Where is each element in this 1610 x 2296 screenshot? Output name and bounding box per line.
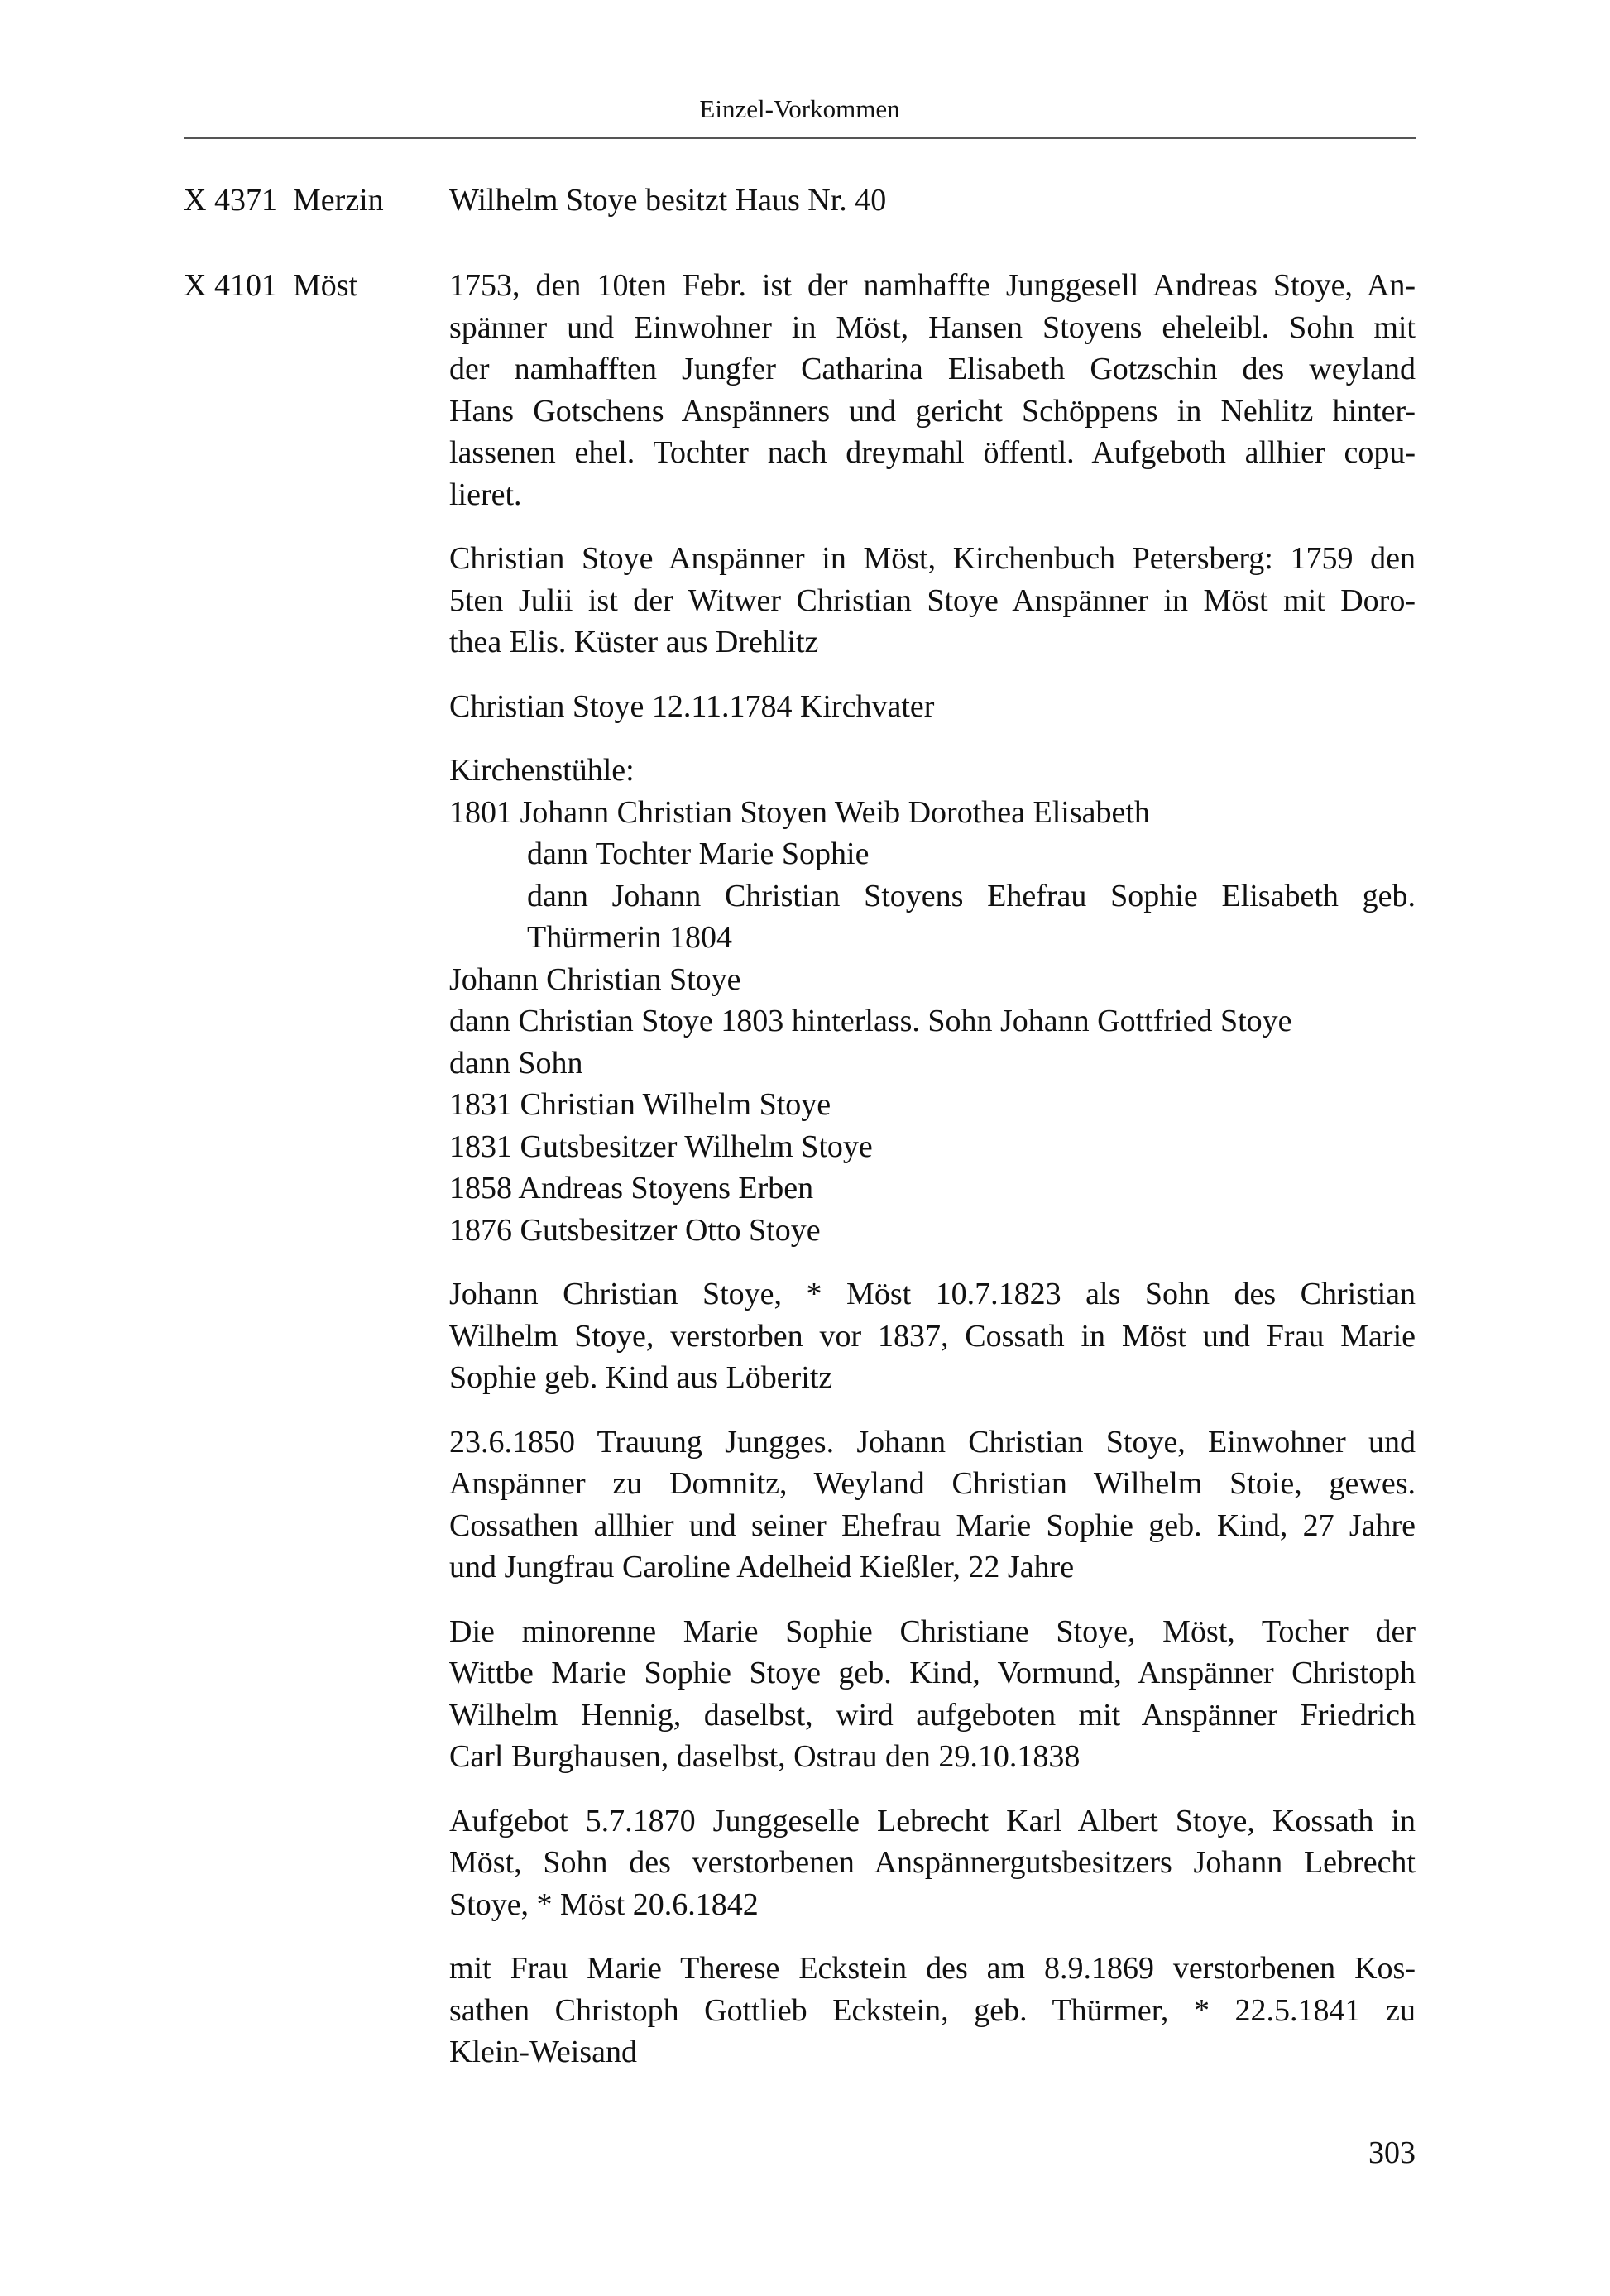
text-line: und Jungfrau Caroline Adelheid Kießler, 22 Jahre	[449, 1550, 1075, 1584]
entry-label: X 4371 Merzin	[184, 183, 384, 218]
text-line: Klein-Weisand	[449, 2035, 637, 2069]
text-line: Christian Stoye Anspänner in Möst, Kirchenbuch Petersberg: 1759 den	[449, 541, 1416, 576]
paragraph	[449, 750, 1416, 1251]
paragraph	[449, 1948, 1416, 2073]
text-line: dann Johann Christian Stoyens Ehefrau Sophie Elisabeth geb.	[527, 878, 1416, 913]
text-line: dann Christian Stoye 1803 hinterlass. Sohn Johann Gottfried Stoye	[449, 1004, 1292, 1038]
text-line: Sophie geb. Kind aus Löberitz	[449, 1360, 833, 1395]
text-line: dann Sohn	[449, 1045, 583, 1081]
text-line: 1831 Gutsbesitzer Wilhelm Stoye	[449, 1129, 873, 1164]
text-line: 1753, den 10ten Febr. ist der namhaffte Junggesell Andreas Stoye, An-	[449, 268, 1416, 303]
paragraph	[449, 1421, 1416, 1589]
entry-body	[449, 180, 1416, 244]
entry-body	[449, 265, 1416, 2096]
text-line: 23.6.1850 Trauung Jungges. Johann Christian Stoye, Einwohner und	[449, 1424, 1416, 1460]
header-rule	[184, 137, 1416, 139]
text-line: Johann Christian Stoye	[449, 961, 741, 997]
paragraph	[449, 1800, 1416, 1926]
text-line: Wilhelm Stoye, verstorben vor 1837, Cossath in Möst und Frau Marie	[449, 1318, 1416, 1354]
text-line: spänner und Einwohner in Möst, Hansen Stoyens eheleibl. Sohn mit	[449, 309, 1416, 345]
text-line: 1858 Andreas Stoyens Erben	[449, 1171, 814, 1206]
paragraph	[449, 1273, 1416, 1399]
text-line: 1876 Gutsbesitzer Otto Stoye	[449, 1212, 821, 1248]
text-line: Stoye, * Möst 20.6.1842	[449, 1886, 759, 1922]
text-line: Wilhelm Hennig, daselbst, wird aufgeboten mit Anspänner Friedrich	[449, 1697, 1416, 1733]
paragraph	[449, 538, 1416, 664]
text-line: Christian Stoye 12.11.1784 Kirchvater	[449, 688, 935, 724]
text-line: thea Elis. Küster aus Drehlitz	[449, 625, 819, 659]
text-line: Johann Christian Stoye, * Möst 10.7.1823 als Sohn des Christian	[449, 1277, 1416, 1311]
text-line: Cossathen allhier und seiner Ehefrau Marie Sophie geb. Kind, 27 Jahre	[449, 1507, 1416, 1543]
text-line: 1801 Johann Christian Stoyen Weib Dorothea Elisabeth	[449, 794, 1150, 830]
text-line: sathen Christoph Gottlieb Eckstein, geb. Thürmer, * 22.5.1841 zu	[449, 1992, 1416, 2028]
text-line: Möst, Sohn des verstorbenen Anspännergutsbesitzers Johann Lebrecht	[449, 1845, 1416, 1880]
text-line: dann Tochter Marie Sophie	[527, 836, 870, 871]
text-line: mit Frau Marie Therese Eckstein des am 8.9.1869 verstorbenen Kos-	[449, 1951, 1416, 1986]
paragraph	[449, 180, 1416, 222]
text-line: Hans Gotschens Anspänners und gericht Schöppens in Nehlitz hinter-	[449, 393, 1416, 429]
paragraph	[449, 1611, 1416, 1778]
text-line: lassenen ehel. Tochter nach dreymahl öffentl. Aufgeboth allhier copu-	[449, 435, 1416, 470]
text-line: Kirchenstühle:	[449, 753, 635, 788]
text-line: Die minorenne Marie Sophie Christiane Stoye, Möst, Tocher der	[449, 1613, 1416, 1649]
text-line: Wilhelm Stoye besitzt Haus Nr. 40	[449, 183, 887, 218]
paragraph	[449, 265, 1416, 515]
page-number: 303	[1368, 2135, 1416, 2170]
text-line: Aufgebot 5.7.1870 Junggeselle Lebrecht Karl Albert Stoye, Kossath in	[449, 1803, 1416, 1838]
text-line: Carl Burghausen, daselbst, Ostrau den 29.10.1838	[449, 1739, 1081, 1774]
text-line: 5ten Julii ist der Witwer Christian Stoye Anspänner in Möst mit Doro-	[449, 582, 1416, 618]
text-line: 1831 Christian Wilhelm Stoye	[449, 1087, 831, 1122]
text-line: lieret.	[449, 477, 522, 512]
text-line: der namhafften Jungfer Catharina Elisabeth Gotzschin des weyland	[449, 352, 1416, 386]
text-line: Anspänner zu Domnitz, Weyland Christian Wilhelm Stoie, gewes.	[449, 1466, 1416, 1501]
paragraph	[449, 686, 1416, 728]
entry-label: X 4101 Möst	[184, 268, 358, 303]
running-head: Einzel-Vorkommen	[699, 94, 900, 123]
text-line: Wittbe Marie Sophie Stoye geb. Kind, Vormund, Anspänner Christoph	[449, 1656, 1416, 1690]
text-line: Thürmerin 1804	[527, 920, 733, 955]
